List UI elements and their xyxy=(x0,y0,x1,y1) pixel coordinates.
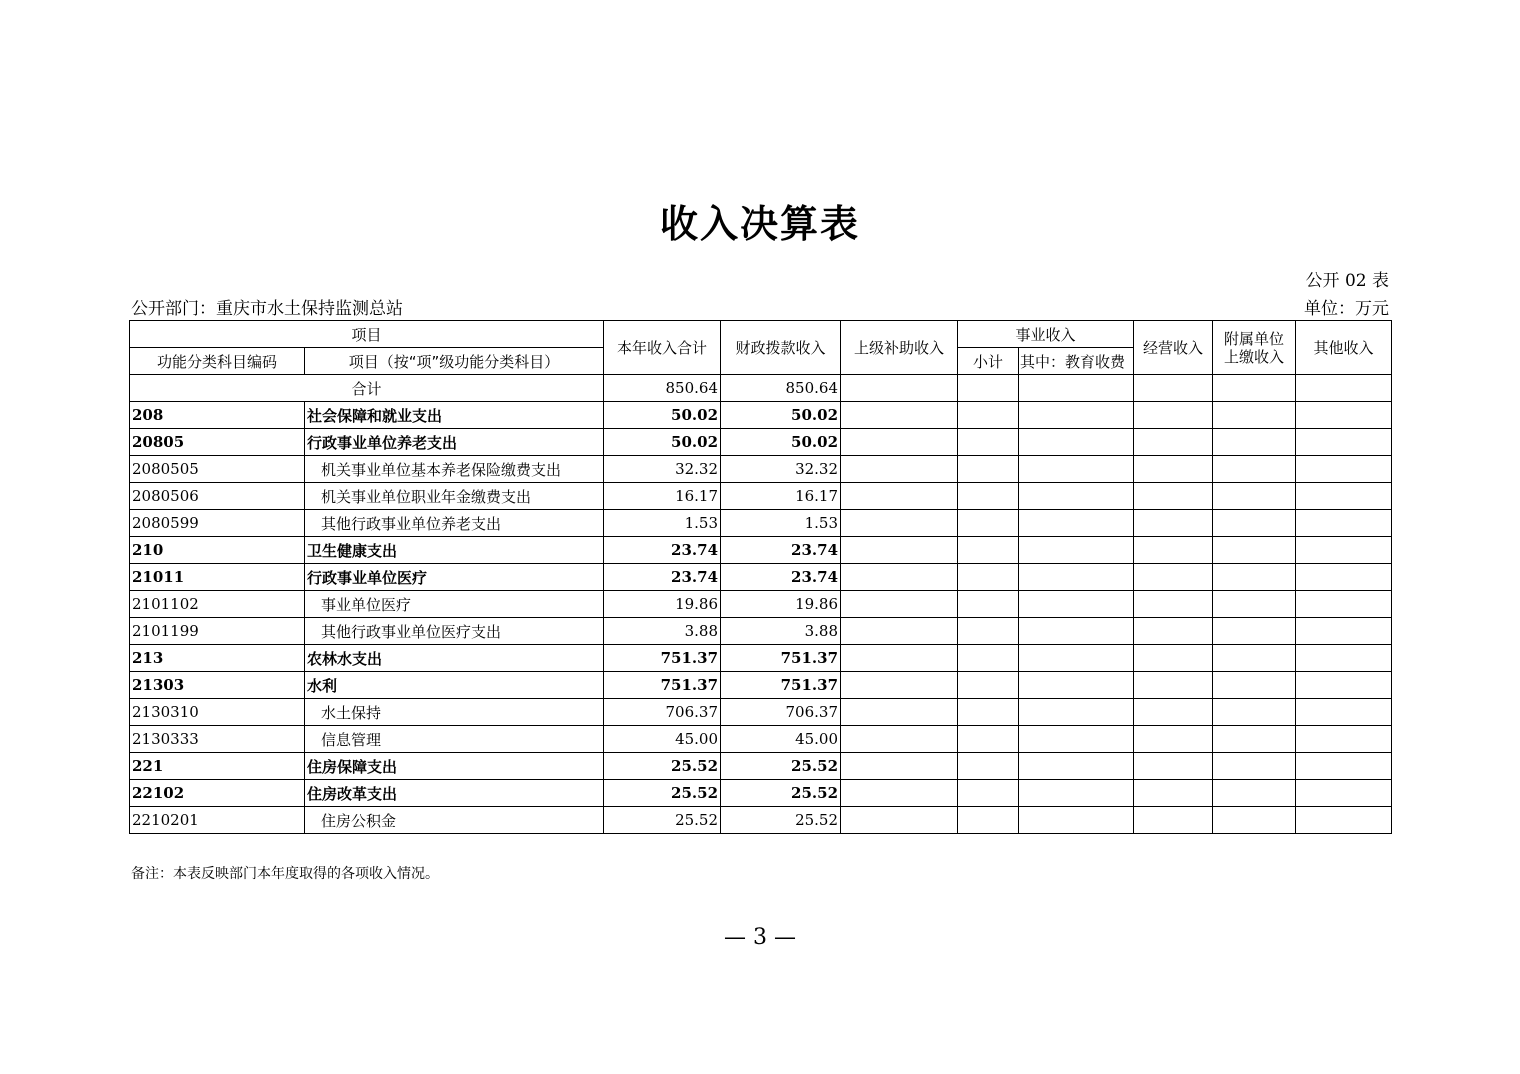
table-row xyxy=(130,726,1392,753)
row-code: 20805 xyxy=(130,429,305,456)
table-row xyxy=(130,564,1392,591)
empty-cell xyxy=(841,429,958,456)
row-name: 住房保障支出 xyxy=(305,753,604,780)
empty-cell xyxy=(1134,780,1213,807)
empty-cell xyxy=(1134,645,1213,672)
row-name: 卫生健康支出 xyxy=(305,537,604,564)
header-name: 项目（按“项”级功能分类科目） xyxy=(305,348,604,375)
total-row xyxy=(130,375,1392,402)
row-code: 22102 xyxy=(130,780,305,807)
row-name: 行政事业单位养老支出 xyxy=(305,429,604,456)
empty-cell xyxy=(1213,375,1296,402)
table-row xyxy=(130,807,1392,834)
row-fiscal: 25.52 xyxy=(721,780,841,807)
row-name: 行政事业单位医疗 xyxy=(305,564,604,591)
empty-cell xyxy=(1134,510,1213,537)
row-total-income: 25.52 xyxy=(604,807,721,834)
row-total-income: 751.37 xyxy=(604,672,721,699)
empty-cell xyxy=(1213,807,1296,834)
empty-cell xyxy=(958,402,1019,429)
empty-cell xyxy=(1134,618,1213,645)
header-project: 项目 xyxy=(130,321,604,348)
table-row xyxy=(130,537,1392,564)
row-name: 其他行政事业单位医疗支出 xyxy=(305,618,604,645)
table-row xyxy=(130,510,1392,537)
row-name: 水利 xyxy=(305,672,604,699)
row-total-income: 50.02 xyxy=(604,429,721,456)
empty-cell xyxy=(1213,510,1296,537)
empty-cell xyxy=(958,807,1019,834)
page-title: 收入决算表 xyxy=(659,201,860,246)
empty-cell xyxy=(1134,429,1213,456)
table-row xyxy=(130,402,1392,429)
row-code: 2080506 xyxy=(130,483,305,510)
empty-cell xyxy=(1213,402,1296,429)
row-fiscal: 25.52 xyxy=(721,807,841,834)
row-total-income: 32.32 xyxy=(604,456,721,483)
empty-cell xyxy=(1213,780,1296,807)
form-number: 公开 02 表 xyxy=(1305,271,1389,291)
header-education: 其中：教育收费 xyxy=(1019,348,1134,375)
empty-cell xyxy=(1213,591,1296,618)
empty-cell xyxy=(1019,699,1134,726)
row-name: 社会保障和就业支出 xyxy=(305,402,604,429)
row-fiscal: 706.37 xyxy=(721,699,841,726)
empty-cell xyxy=(1134,402,1213,429)
empty-cell xyxy=(1296,402,1392,429)
row-fiscal: 25.52 xyxy=(721,753,841,780)
empty-cell xyxy=(841,375,958,402)
row-fiscal: 45.00 xyxy=(721,726,841,753)
empty-cell xyxy=(1296,726,1392,753)
empty-cell xyxy=(841,402,958,429)
empty-cell xyxy=(841,564,958,591)
row-name: 农林水支出 xyxy=(305,645,604,672)
empty-cell xyxy=(1134,591,1213,618)
row-name: 住房公积金 xyxy=(305,807,604,834)
row-total-income: 23.74 xyxy=(604,537,721,564)
empty-cell xyxy=(1296,564,1392,591)
empty-cell xyxy=(1296,645,1392,672)
row-name: 机关事业单位基本养老保险缴费支出 xyxy=(305,456,604,483)
empty-cell xyxy=(1134,807,1213,834)
empty-cell xyxy=(1296,753,1392,780)
empty-cell xyxy=(958,375,1019,402)
row-total-income: 25.52 xyxy=(604,780,721,807)
empty-cell xyxy=(958,537,1019,564)
row-fiscal: 3.88 xyxy=(721,618,841,645)
table-row xyxy=(130,699,1392,726)
table-row xyxy=(130,672,1392,699)
empty-cell xyxy=(1019,456,1134,483)
empty-cell xyxy=(841,726,958,753)
empty-cell xyxy=(1019,807,1134,834)
page-number: — 3 — xyxy=(724,925,796,950)
empty-cell xyxy=(841,483,958,510)
empty-cell xyxy=(841,591,958,618)
row-code: 208 xyxy=(130,402,305,429)
table-row xyxy=(130,429,1392,456)
row-fiscal: 751.37 xyxy=(721,672,841,699)
empty-cell xyxy=(1213,564,1296,591)
empty-cell xyxy=(958,618,1019,645)
table-row xyxy=(130,645,1392,672)
row-name: 机关事业单位职业年金缴费支出 xyxy=(305,483,604,510)
empty-cell xyxy=(958,726,1019,753)
row-fiscal: 23.74 xyxy=(721,564,841,591)
row-code: 2080599 xyxy=(130,510,305,537)
empty-cell xyxy=(1134,672,1213,699)
empty-cell xyxy=(1296,375,1392,402)
empty-cell xyxy=(1019,402,1134,429)
row-fiscal: 50.02 xyxy=(721,429,841,456)
empty-cell xyxy=(841,672,958,699)
row-name: 信息管理 xyxy=(305,726,604,753)
empty-cell xyxy=(1296,672,1392,699)
empty-cell xyxy=(1213,429,1296,456)
header-affiliated-line2: 上缴收入 xyxy=(1224,347,1285,366)
empty-cell xyxy=(958,699,1019,726)
empty-cell xyxy=(1213,699,1296,726)
row-code: 2101199 xyxy=(130,618,305,645)
empty-cell xyxy=(1134,699,1213,726)
empty-cell xyxy=(1019,780,1134,807)
empty-cell xyxy=(1213,537,1296,564)
empty-cell xyxy=(1134,726,1213,753)
empty-cell xyxy=(841,699,958,726)
empty-cell xyxy=(1019,753,1134,780)
income-table xyxy=(129,320,1392,834)
empty-cell xyxy=(841,537,958,564)
header-total-income: 本年收入合计 xyxy=(604,321,721,375)
row-fiscal: 19.86 xyxy=(721,591,841,618)
empty-cell xyxy=(1213,483,1296,510)
header-affiliated xyxy=(1213,321,1296,375)
row-fiscal: 32.32 xyxy=(721,456,841,483)
table-row xyxy=(130,618,1392,645)
empty-cell xyxy=(841,753,958,780)
empty-cell xyxy=(1019,564,1134,591)
row-fiscal: 1.53 xyxy=(721,510,841,537)
table-row xyxy=(130,456,1392,483)
total-label: 合计 xyxy=(130,375,604,402)
row-name: 住房改革支出 xyxy=(305,780,604,807)
empty-cell xyxy=(958,645,1019,672)
empty-cell xyxy=(1296,537,1392,564)
row-total-income: 3.88 xyxy=(604,618,721,645)
empty-cell xyxy=(1019,537,1134,564)
empty-cell xyxy=(1296,780,1392,807)
empty-cell xyxy=(1296,618,1392,645)
row-fiscal: 23.74 xyxy=(721,537,841,564)
header-fiscal: 财政拨款收入 xyxy=(721,321,841,375)
empty-cell xyxy=(958,429,1019,456)
footnote: 备注：本表反映部门本年度取得的各项收入情况。 xyxy=(131,866,439,882)
empty-cell xyxy=(958,753,1019,780)
empty-cell xyxy=(1296,699,1392,726)
row-total-income: 706.37 xyxy=(604,699,721,726)
empty-cell xyxy=(958,780,1019,807)
row-code: 21011 xyxy=(130,564,305,591)
row-name: 水土保持 xyxy=(305,699,604,726)
empty-cell xyxy=(1296,807,1392,834)
row-code: 210 xyxy=(130,537,305,564)
empty-cell xyxy=(841,780,958,807)
row-fiscal: 751.37 xyxy=(721,645,841,672)
empty-cell xyxy=(1019,483,1134,510)
empty-cell xyxy=(1296,429,1392,456)
row-total-income: 1.53 xyxy=(604,510,721,537)
row-total-income: 16.17 xyxy=(604,483,721,510)
row-code: 2080505 xyxy=(130,456,305,483)
row-code: 2210201 xyxy=(130,807,305,834)
table-row xyxy=(130,780,1392,807)
empty-cell xyxy=(1019,618,1134,645)
row-total-income: 50.02 xyxy=(604,402,721,429)
row-code: 21303 xyxy=(130,672,305,699)
empty-cell xyxy=(958,672,1019,699)
empty-cell xyxy=(1019,645,1134,672)
row-total-income: 19.86 xyxy=(604,591,721,618)
empty-cell xyxy=(958,510,1019,537)
row-fiscal: 50.02 xyxy=(721,402,841,429)
empty-cell xyxy=(1296,591,1392,618)
row-code: 2101102 xyxy=(130,591,305,618)
row-total-income: 23.74 xyxy=(604,564,721,591)
department-label: 公开部门：重庆市水土保持监测总站 xyxy=(131,299,403,319)
empty-cell xyxy=(841,510,958,537)
empty-cell xyxy=(841,456,958,483)
empty-cell xyxy=(1296,483,1392,510)
empty-cell xyxy=(1134,456,1213,483)
empty-cell xyxy=(1019,591,1134,618)
table-row xyxy=(130,483,1392,510)
empty-cell xyxy=(958,456,1019,483)
row-code: 2130333 xyxy=(130,726,305,753)
row-fiscal: 16.17 xyxy=(721,483,841,510)
empty-cell xyxy=(958,483,1019,510)
total-income-value: 850.64 xyxy=(604,375,721,402)
header-subtotal: 小计 xyxy=(958,348,1019,375)
row-code: 2130310 xyxy=(130,699,305,726)
empty-cell xyxy=(1019,429,1134,456)
row-code: 221 xyxy=(130,753,305,780)
empty-cell xyxy=(1134,564,1213,591)
table-row xyxy=(130,753,1392,780)
header-business: 事业收入 xyxy=(958,321,1134,348)
empty-cell xyxy=(1134,537,1213,564)
row-total-income: 751.37 xyxy=(604,645,721,672)
header-code: 功能分类科目编码 xyxy=(130,348,305,375)
empty-cell xyxy=(841,807,958,834)
empty-cell xyxy=(1213,456,1296,483)
empty-cell xyxy=(958,564,1019,591)
empty-cell xyxy=(1296,456,1392,483)
empty-cell xyxy=(1213,726,1296,753)
empty-cell xyxy=(958,591,1019,618)
empty-cell xyxy=(1019,510,1134,537)
empty-cell xyxy=(1134,483,1213,510)
row-name: 其他行政事业单位养老支出 xyxy=(305,510,604,537)
empty-cell xyxy=(1134,375,1213,402)
empty-cell xyxy=(1213,753,1296,780)
empty-cell xyxy=(841,618,958,645)
empty-cell xyxy=(1213,645,1296,672)
empty-cell xyxy=(1019,672,1134,699)
row-total-income: 25.52 xyxy=(604,753,721,780)
total-fiscal-value: 850.64 xyxy=(721,375,841,402)
empty-cell xyxy=(1296,510,1392,537)
empty-cell xyxy=(1213,672,1296,699)
unit-label: 单位：万元 xyxy=(1304,299,1389,319)
header-superior: 上级补助收入 xyxy=(841,321,958,375)
empty-cell xyxy=(1019,375,1134,402)
header-affiliated-line1: 附属单位 xyxy=(1224,329,1285,348)
empty-cell xyxy=(841,645,958,672)
table-row xyxy=(130,591,1392,618)
row-name: 事业单位医疗 xyxy=(305,591,604,618)
empty-cell xyxy=(1134,753,1213,780)
header-operating: 经营收入 xyxy=(1134,321,1213,375)
empty-cell xyxy=(1213,618,1296,645)
row-total-income: 45.00 xyxy=(604,726,721,753)
row-code: 213 xyxy=(130,645,305,672)
header-other: 其他收入 xyxy=(1296,321,1392,375)
empty-cell xyxy=(1019,726,1134,753)
